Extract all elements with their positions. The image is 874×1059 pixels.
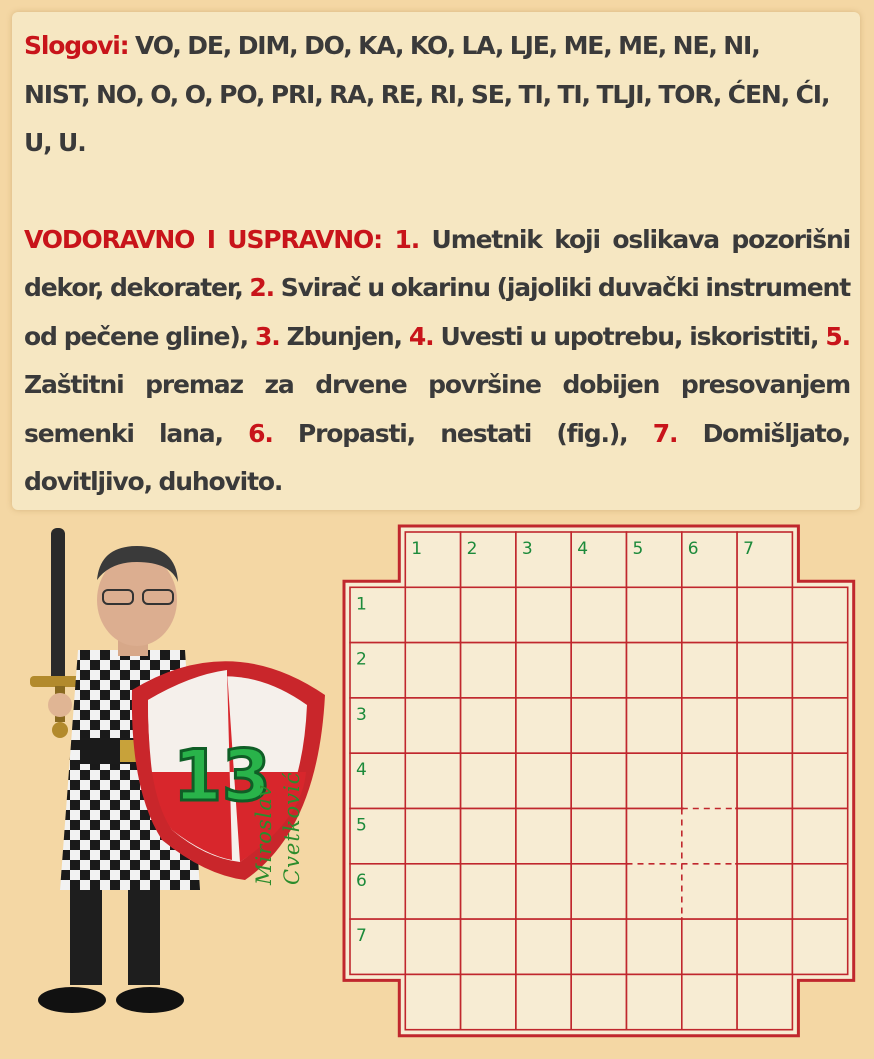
grid-cell[interactable]	[461, 809, 516, 864]
grid-cell[interactable]	[792, 753, 847, 808]
grid-cell[interactable]	[571, 753, 626, 808]
shield-number: 13	[173, 735, 271, 817]
grid-cell[interactable]	[405, 809, 460, 864]
grid-cell[interactable]	[461, 587, 516, 642]
grid-column-number: 6	[687, 539, 699, 559]
grid-column-number: 7	[743, 539, 754, 559]
grid-cell[interactable]	[405, 753, 460, 808]
grid-cell[interactable]	[792, 587, 847, 642]
grid-cell[interactable]	[792, 643, 847, 698]
grid-cell[interactable]	[792, 919, 847, 974]
grid-cell[interactable]	[461, 698, 516, 753]
grid-column-number: 1	[411, 539, 423, 559]
grid-row-number: 3	[356, 704, 367, 725]
grid-cell[interactable]	[516, 587, 571, 642]
grid-cell[interactable]	[737, 809, 792, 864]
grid-cell[interactable]	[627, 753, 682, 808]
grid-cell[interactable]	[682, 587, 737, 642]
grid-row-number: 1	[356, 594, 367, 615]
grid-row-number: 5	[356, 815, 367, 836]
grid-cell[interactable]	[405, 864, 460, 919]
grid-cell[interactable]	[737, 974, 792, 1029]
grid-cell[interactable]	[737, 698, 792, 753]
syllables-label: Slogovi:	[24, 31, 129, 60]
grid-cell[interactable]	[682, 698, 737, 753]
grid-cell[interactable]	[405, 643, 460, 698]
grid-cell[interactable]	[405, 698, 460, 753]
grid-cell[interactable]	[516, 864, 571, 919]
grid-column-number: 2	[466, 539, 478, 559]
grid-cell[interactable]	[516, 698, 571, 753]
grid-cell[interactable]	[516, 753, 571, 808]
grid-cell[interactable]	[627, 698, 682, 753]
grid-cell[interactable]	[571, 643, 626, 698]
clue-text-6: Propasti, nestati (fig.),	[297, 418, 628, 448]
grid-cell[interactable]	[571, 698, 626, 753]
clue-number: 5.	[825, 321, 850, 351]
grid-cell[interactable]	[682, 809, 737, 864]
clue-text-1: Umetnik koji oslikava pozorišni dekor, dekorater,	[24, 224, 851, 302]
grid-cell[interactable]	[461, 643, 516, 698]
syllables-line-2: NIST, NO, O, O, PO, PRI, RA, RE, RI, SE, TI, TI, TLJI, TOR, ĆEN, ĆI,	[24, 79, 830, 109]
syllables-line-3: U, U.	[24, 128, 86, 157]
grid-cell[interactable]	[571, 919, 626, 974]
grid-column-number: 5	[632, 539, 644, 559]
grid-cell[interactable]	[792, 809, 847, 864]
grid-cell[interactable]	[516, 643, 571, 698]
grid-cell[interactable]	[405, 919, 460, 974]
grid-cell[interactable]	[682, 753, 737, 808]
clue-number: 3.	[255, 321, 280, 351]
grid-cell[interactable]	[737, 919, 792, 974]
grid-cell[interactable]	[571, 809, 626, 864]
grid-cell[interactable]	[682, 919, 737, 974]
grid-cell[interactable]	[627, 974, 682, 1029]
grid-cell[interactable]	[516, 919, 571, 974]
grid-cell[interactable]	[737, 587, 792, 642]
grid-cell[interactable]	[571, 974, 626, 1029]
grid-row-number: 7	[356, 926, 367, 947]
clue-text-4: Uvesti u upotrebu, iskoristiti,	[440, 321, 819, 351]
grid-cell[interactable]	[405, 974, 460, 1029]
grid-cell[interactable]	[571, 587, 626, 642]
grid-cell[interactable]	[627, 643, 682, 698]
grid-column-number: 3	[521, 539, 533, 559]
grid-cell[interactable]	[461, 864, 516, 919]
clue-text-5: Zaštitni premaz za drvene površine dobijen presovanjem semenki lana,	[24, 370, 850, 448]
grid-cell[interactable]	[627, 809, 682, 864]
syllables-line-1: VO, DE, DIM, DO, KA, KO, LA, LJE, ME, ME, NE, NI,	[135, 31, 760, 60]
clue-heading: VODORAVNO I USPRAVNO:	[24, 224, 383, 254]
grid-row-number: 2	[356, 649, 367, 670]
grid-cell[interactable]	[682, 864, 737, 919]
clue-number: 1.	[394, 224, 420, 254]
author-last-name: Cvetković	[280, 771, 304, 885]
grid-cell[interactable]	[627, 587, 682, 642]
grid-cell[interactable]	[737, 864, 792, 919]
grid-row-number: 4	[356, 760, 367, 781]
grid-column-number: 4	[577, 539, 589, 559]
grid-cell[interactable]	[682, 974, 737, 1029]
grid-cell[interactable]	[682, 643, 737, 698]
grid-cell[interactable]	[461, 974, 516, 1029]
grid-cell[interactable]	[516, 809, 571, 864]
grid-cell[interactable]	[405, 587, 460, 642]
grid-cell[interactable]	[516, 974, 571, 1029]
grid-cell[interactable]	[737, 753, 792, 808]
clue-number: 2.	[249, 273, 274, 302]
grid-cell[interactable]	[792, 864, 847, 919]
grid-cell[interactable]	[737, 643, 792, 698]
grid-cell[interactable]	[461, 753, 516, 808]
grid-cell[interactable]	[627, 919, 682, 974]
clue-number: 7.	[652, 418, 678, 448]
clue-number: 4.	[408, 321, 434, 351]
clue-text-3: Zbunjen,	[286, 321, 402, 351]
clue-number: 6.	[248, 418, 273, 448]
grid-cell[interactable]	[627, 864, 682, 919]
grid-row-number: 6	[356, 870, 367, 891]
clue-text-7: Domišljato, dovitljivo, duhovito.	[24, 418, 850, 496]
author-first-name: Miroslav	[252, 784, 276, 885]
clue-text-2: Svirač u okarinu (jajoliki duvački instrument od pečene gline),	[24, 273, 850, 351]
grid-cell[interactable]	[571, 864, 626, 919]
grid-cell[interactable]	[792, 698, 847, 753]
grid-cell[interactable]	[461, 919, 516, 974]
